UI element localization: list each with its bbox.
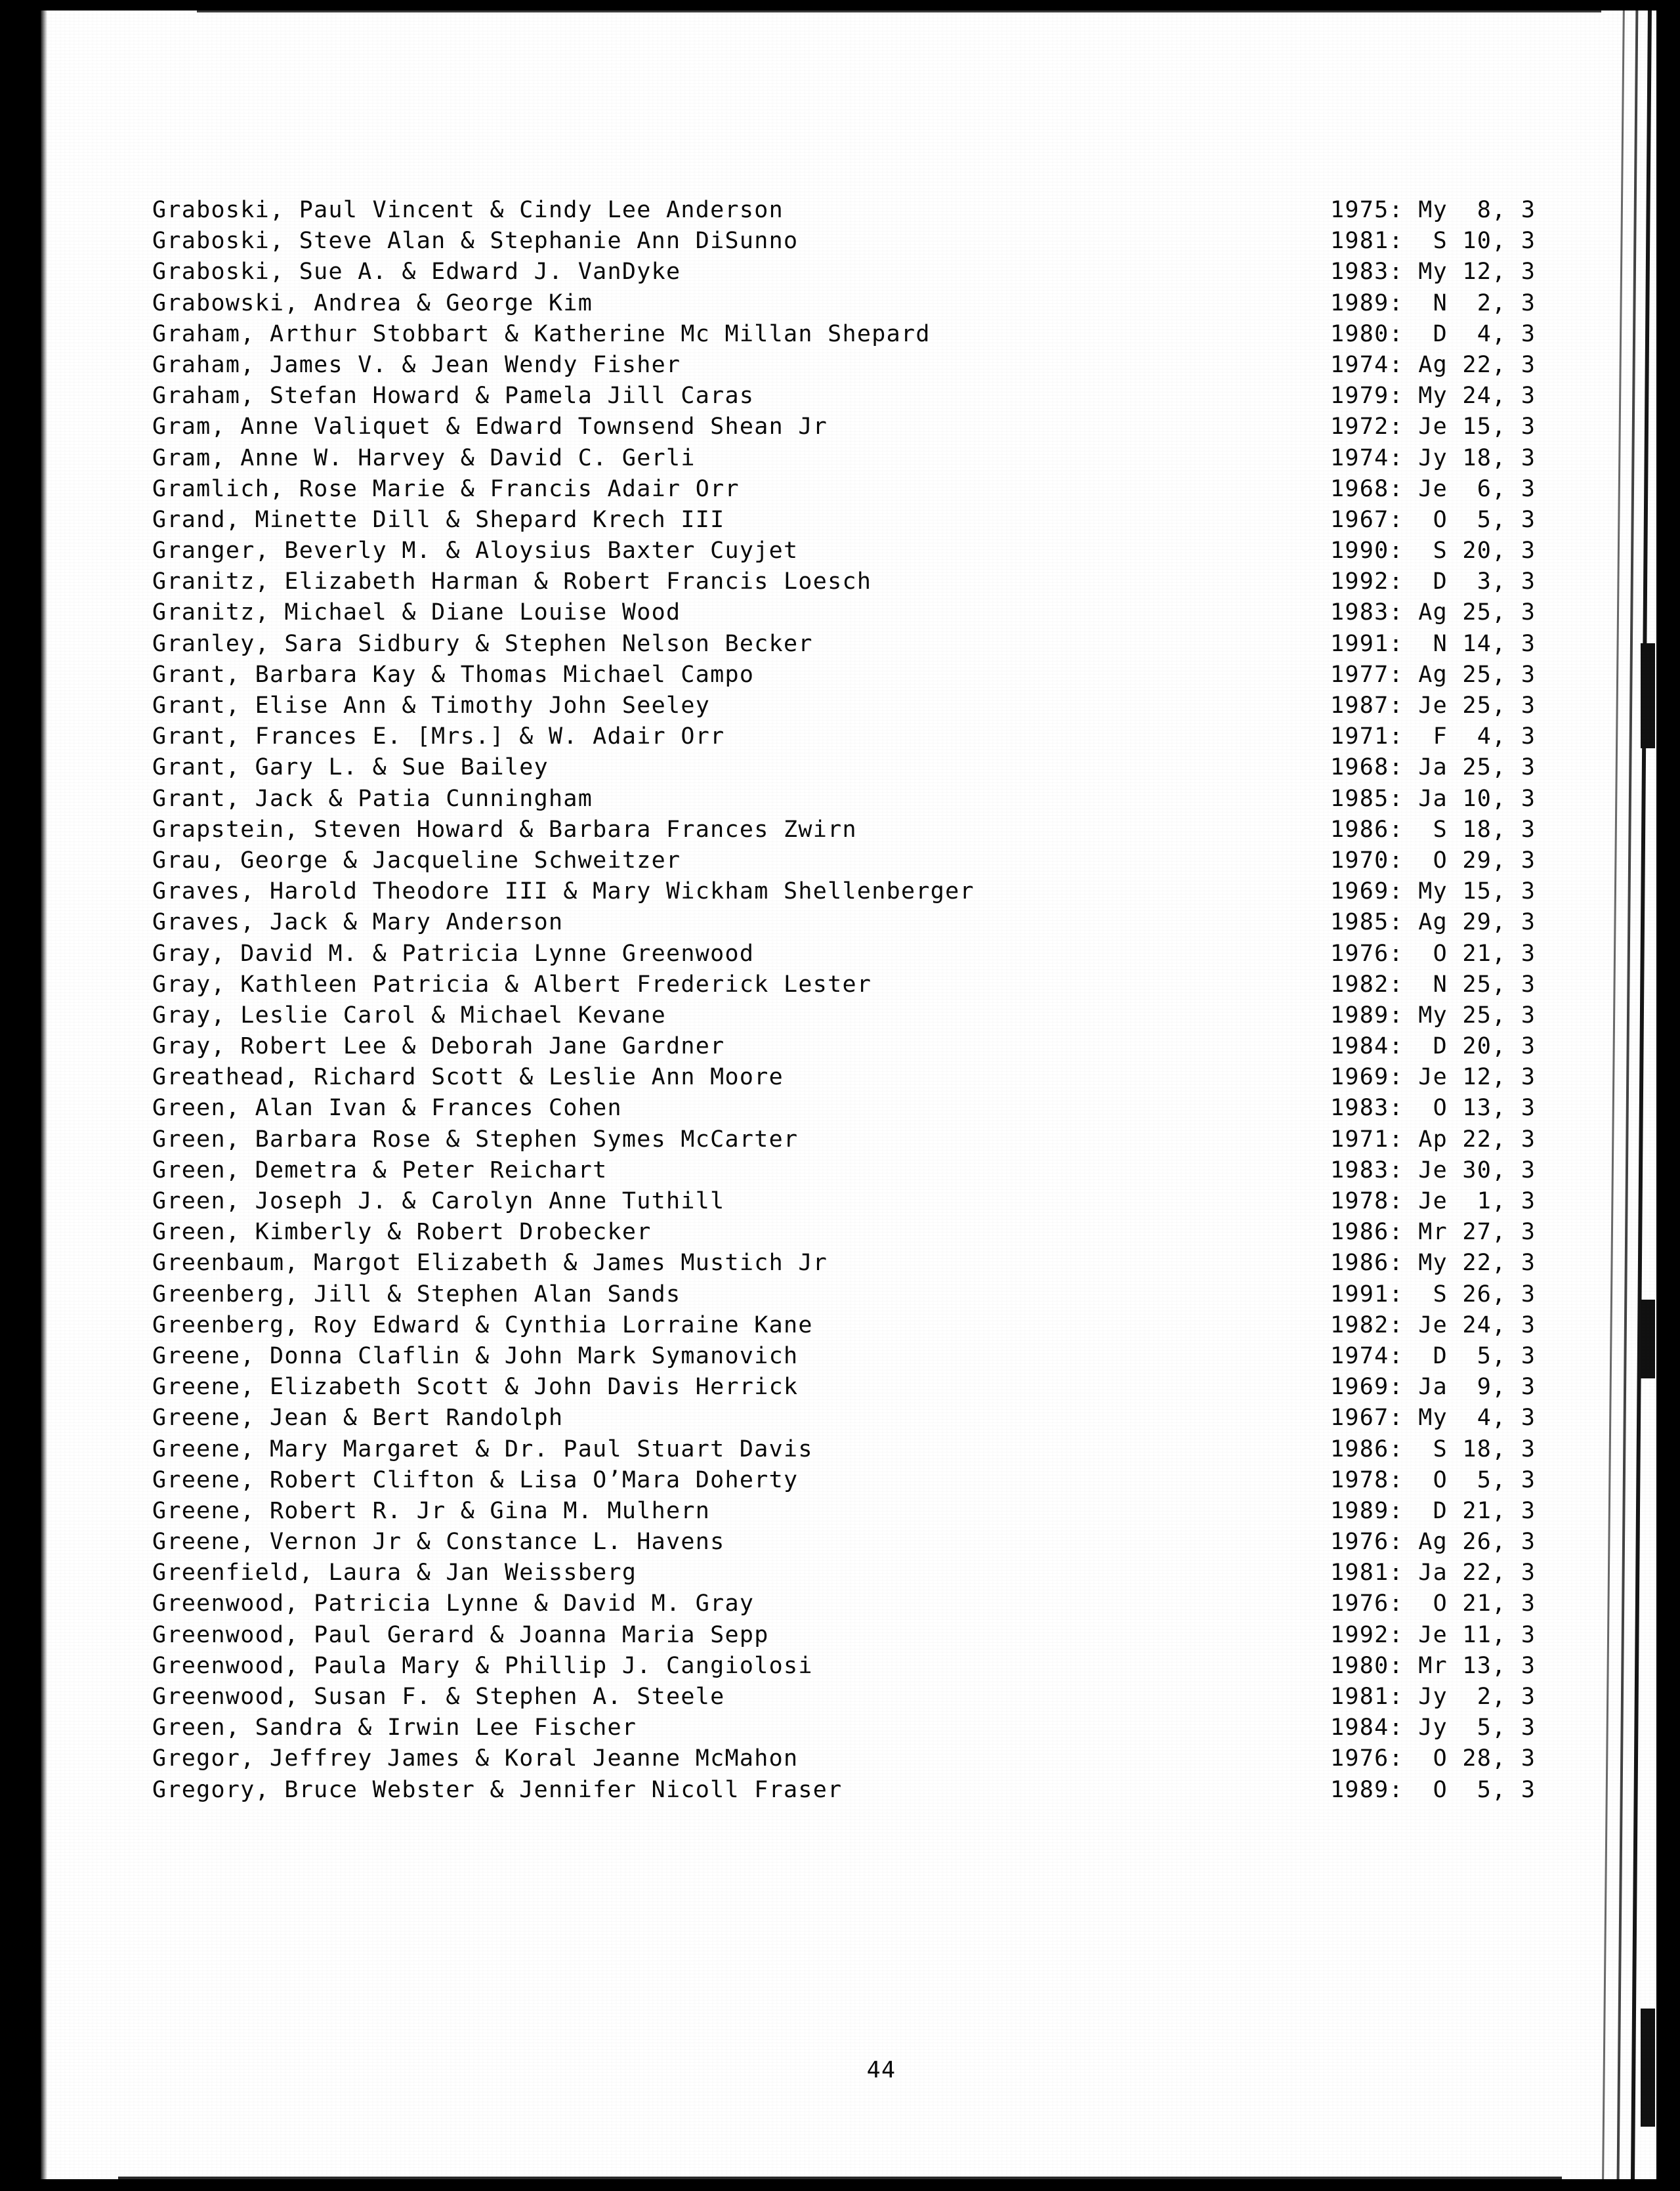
index-entry-row — [152, 1558, 1642, 1588]
entry-date: 1976: Ag 26, 3 — [1330, 1529, 1536, 1556]
entry-names: Greene, Jean & Bert Randolph — [152, 1405, 564, 1432]
scan-border-right — [1656, 0, 1680, 2191]
entry-date: 1985: Ja 10, 3 — [1330, 785, 1536, 812]
entry-date: 1986: S 18, 3 — [1330, 816, 1536, 843]
scan-border-bottom — [0, 2179, 1680, 2191]
index-entry-row — [152, 1403, 1642, 1434]
index-entry-row — [152, 319, 1642, 350]
entry-date: 1991: N 14, 3 — [1330, 630, 1536, 657]
entry-names: Granley, Sara Sidbury & Stephen Nelson Becker — [152, 630, 813, 657]
entry-names: Grant, Barbara Kay & Thomas Michael Campo — [152, 661, 755, 688]
entry-date: 1978: Je 1, 3 — [1330, 1188, 1536, 1214]
entry-date: 1981: S 10, 3 — [1330, 228, 1536, 255]
entry-names: Green, Joseph J. & Carolyn Anne Tuthill — [152, 1188, 725, 1214]
index-entry-row — [152, 1651, 1642, 1682]
entry-date: 1974: D 5, 3 — [1330, 1342, 1536, 1369]
entry-names: Gram, Anne Valiquet & Edward Townsend Shean Jr — [152, 414, 828, 440]
index-entry-row — [152, 1093, 1642, 1124]
entry-names: Graham, James V. & Jean Wendy Fisher — [152, 351, 681, 378]
entry-date: 1992: Je 11, 3 — [1330, 1621, 1536, 1648]
scan-blot-middle — [1641, 1300, 1655, 1378]
entry-date: 1980: D 4, 3 — [1330, 320, 1536, 347]
index-entry-row — [152, 381, 1642, 412]
entry-date: 1969: My 15, 3 — [1330, 878, 1536, 905]
index-entry-row — [152, 815, 1642, 845]
entry-date: 1991: S 26, 3 — [1330, 1281, 1536, 1308]
entry-date: 1975: My 8, 3 — [1330, 197, 1536, 223]
entry-date: 1987: Je 25, 3 — [1330, 692, 1536, 719]
entry-date: 1967: O 5, 3 — [1330, 506, 1536, 533]
entry-date: 1974: Ag 22, 3 — [1330, 351, 1536, 378]
entry-names: Greene, Robert R. Jr & Gina M. Mulhern — [152, 1497, 711, 1524]
entry-names: Greenbaum, Margot Elizabeth & James Mustich Jr — [152, 1250, 828, 1277]
index-entry-row — [152, 1248, 1642, 1279]
index-entry-row — [152, 597, 1642, 628]
entry-names: Gray, Kathleen Patricia & Albert Frederick Lester — [152, 971, 872, 998]
entry-date: 1981: Jy 2, 3 — [1330, 1684, 1536, 1710]
index-entry-row — [152, 660, 1642, 691]
entry-names: Graham, Arthur Stobbart & Katherine Mc Millan Shepard — [152, 320, 931, 347]
entry-date: 1980: Mr 13, 3 — [1330, 1652, 1536, 1679]
entry-date: 1971: F 4, 3 — [1330, 723, 1536, 750]
index-entry-row — [152, 1588, 1642, 1619]
entry-date: 1969: Je 12, 3 — [1330, 1064, 1536, 1091]
entry-date: 1972: Je 15, 3 — [1330, 414, 1536, 440]
index-entry-row — [152, 1310, 1642, 1341]
entry-names: Gram, Anne W. Harvey & David C. Gerli — [152, 444, 696, 471]
index-entry-row — [152, 1217, 1642, 1248]
scan-border-left — [0, 0, 41, 2191]
entry-date: 1976: O 28, 3 — [1330, 1745, 1536, 1772]
entry-date: 1985: Ag 29, 3 — [1330, 909, 1536, 936]
entry-date: 1982: Je 24, 3 — [1330, 1311, 1536, 1338]
entry-names: Gregor, Jeffrey James & Koral Jeanne McMahon — [152, 1745, 799, 1772]
index-entry-row — [152, 536, 1642, 566]
index-entry-row — [152, 1743, 1642, 1774]
index-entry-row — [152, 505, 1642, 536]
index-entry-row — [152, 226, 1642, 257]
entry-names: Grant, Frances E. [Mrs.] & W. Adair Orr — [152, 723, 725, 750]
entry-names: Green, Barbara Rose & Stephen Symes McCarter — [152, 1126, 799, 1153]
entry-date: 1968: Ja 25, 3 — [1330, 754, 1536, 781]
entry-date: 1976: O 21, 3 — [1330, 940, 1536, 967]
page-sheet — [47, 12, 1656, 2179]
entry-date: 1983: Ag 25, 3 — [1330, 599, 1536, 626]
entry-date: 1979: My 24, 3 — [1330, 383, 1536, 410]
entry-names: Greene, Vernon Jr & Constance L. Havens — [152, 1529, 725, 1556]
entry-date: 1974: Jy 18, 3 — [1330, 444, 1536, 471]
entry-names: Greene, Robert Clifton & Lisa O’Mara Doherty — [152, 1466, 799, 1493]
scan-border-left-fade — [41, 0, 47, 2191]
entry-names: Gray, David M. & Patricia Lynne Greenwood — [152, 940, 755, 967]
entry-date: 1967: My 4, 3 — [1330, 1405, 1536, 1432]
index-entry-row — [152, 443, 1642, 474]
entry-names: Greenberg, Jill & Stephen Alan Sands — [152, 1281, 681, 1308]
index-entry-row — [152, 784, 1642, 815]
entry-names: Green, Kimberly & Robert Drobecker — [152, 1219, 652, 1246]
entry-names: Graboski, Sue A. & Edward J. VanDyke — [152, 259, 681, 286]
index-entry-row — [152, 350, 1642, 381]
entry-date: 1986: Mr 27, 3 — [1330, 1219, 1536, 1246]
index-entry-row — [152, 876, 1642, 907]
entry-names: Greathead, Richard Scott & Leslie Ann Moore — [152, 1064, 784, 1091]
entry-names: Graves, Harold Theodore III & Mary Wickham Shellenberger — [152, 878, 975, 905]
entry-names: Greenwood, Susan F. & Stephen A. Steele — [152, 1684, 725, 1710]
entry-names: Greene, Mary Margaret & Dr. Paul Stuart Davis — [152, 1436, 813, 1462]
index-entry-row — [152, 691, 1642, 721]
entry-date: 1970: O 29, 3 — [1330, 847, 1536, 874]
entry-names: Grant, Jack & Patia Cunningham — [152, 785, 593, 812]
entry-names: Graboski, Paul Vincent & Cindy Lee Anderson — [152, 197, 784, 223]
entry-names: Graves, Jack & Mary Anderson — [152, 909, 564, 936]
index-entry-row — [152, 1682, 1642, 1712]
page-number: 44 — [866, 2057, 896, 2083]
index-entry-row — [152, 1186, 1642, 1217]
index-entry-row — [152, 1279, 1642, 1310]
scan-border-top-hairline — [197, 11, 1601, 12]
entry-date: 1981: Ja 22, 3 — [1330, 1560, 1536, 1586]
entry-date: 1983: My 12, 3 — [1330, 259, 1536, 286]
index-entry-row — [152, 195, 1642, 226]
entry-names: Greenfield, Laura & Jan Weissberg — [152, 1560, 637, 1586]
entry-date: 1989: D 21, 3 — [1330, 1497, 1536, 1524]
index-entry-row — [152, 1496, 1642, 1527]
index-entry-row — [152, 1155, 1642, 1186]
marriage-index-entry-list — [152, 195, 1642, 1806]
entry-names: Greenwood, Paul Gerard & Joanna Maria Sepp — [152, 1621, 769, 1648]
entry-names: Green, Demetra & Peter Reichart — [152, 1157, 608, 1183]
entry-date: 1983: Je 30, 3 — [1330, 1157, 1536, 1183]
index-entry-row — [152, 1000, 1642, 1031]
index-entry-row — [152, 721, 1642, 752]
entry-names: Graboski, Steve Alan & Stephanie Ann DiSunno — [152, 228, 799, 255]
entry-date: 1989: N 2, 3 — [1330, 289, 1536, 316]
index-entry-row — [152, 629, 1642, 660]
index-entry-row — [152, 1620, 1642, 1651]
index-entry-row — [152, 566, 1642, 597]
entry-date: 1983: O 13, 3 — [1330, 1095, 1536, 1122]
entry-names: Grau, George & Jacqueline Schweitzer — [152, 847, 681, 874]
entry-names: Grapstein, Steven Howard & Barbara Frances Zwirn — [152, 816, 857, 843]
entry-names: Graham, Stefan Howard & Pamela Jill Caras — [152, 383, 755, 410]
entry-date: 1989: O 5, 3 — [1330, 1776, 1536, 1803]
entry-names: Greenwood, Patricia Lynne & David M. Gray — [152, 1590, 755, 1617]
index-entry-row — [152, 1465, 1642, 1496]
entry-names: Greenberg, Roy Edward & Cynthia Lorraine Kane — [152, 1311, 813, 1338]
entry-date: 1969: Ja 9, 3 — [1330, 1374, 1536, 1401]
index-entry-row — [152, 1527, 1642, 1558]
index-entry-row — [152, 257, 1642, 287]
entry-date: 1992: D 3, 3 — [1330, 568, 1536, 595]
entry-names: Gregory, Bruce Webster & Jennifer Nicoll Fraser — [152, 1776, 843, 1803]
entry-names: Granitz, Michael & Diane Louise Wood — [152, 599, 681, 626]
index-entry-row — [152, 1124, 1642, 1155]
entry-date: 1984: Jy 5, 3 — [1330, 1714, 1536, 1741]
entry-names: Gramlich, Rose Marie & Francis Adair Orr — [152, 475, 740, 502]
entry-date: 1986: My 22, 3 — [1330, 1250, 1536, 1277]
index-entry-row — [152, 1434, 1642, 1465]
index-entry-row — [152, 1062, 1642, 1093]
index-entry-row — [152, 1775, 1642, 1806]
entry-names: Grabowski, Andrea & George Kim — [152, 289, 593, 316]
index-entry-row — [152, 1341, 1642, 1372]
entry-date: 1982: N 25, 3 — [1330, 971, 1536, 998]
scan-border-top — [0, 0, 1680, 11]
entry-names: Grand, Minette Dill & Shepard Krech III — [152, 506, 725, 533]
entry-date: 1984: D 20, 3 — [1330, 1033, 1536, 1060]
entry-date: 1968: Je 6, 3 — [1330, 475, 1536, 502]
entry-names: Green, Alan Ivan & Frances Cohen — [152, 1095, 622, 1122]
entry-names: Grant, Gary L. & Sue Bailey — [152, 754, 549, 781]
entry-names: Gray, Robert Lee & Deborah Jane Gardner — [152, 1033, 725, 1060]
index-entry-row — [152, 1372, 1642, 1403]
index-entry-row — [152, 412, 1642, 442]
entry-date: 1990: S 20, 3 — [1330, 538, 1536, 564]
scan-blot-lower — [1641, 2009, 1655, 2127]
index-entry-row — [152, 939, 1642, 969]
entry-date: 1989: My 25, 3 — [1330, 1002, 1536, 1029]
entry-names: Green, Sandra & Irwin Lee Fischer — [152, 1714, 637, 1741]
entry-names: Granger, Beverly M. & Aloysius Baxter Cuyjet — [152, 538, 799, 564]
index-entry-row — [152, 752, 1642, 783]
entry-date: 1976: O 21, 3 — [1330, 1590, 1536, 1617]
index-entry-row — [152, 845, 1642, 876]
entry-date: 1971: Ap 22, 3 — [1330, 1126, 1536, 1153]
entry-date: 1978: O 5, 3 — [1330, 1466, 1536, 1493]
index-entry-row — [152, 1031, 1642, 1062]
entry-date: 1977: Ag 25, 3 — [1330, 661, 1536, 688]
entry-names: Greene, Elizabeth Scott & John Davis Herrick — [152, 1374, 799, 1401]
index-entry-row — [152, 907, 1642, 938]
entry-names: Granitz, Elizabeth Harman & Robert Francis Loesch — [152, 568, 872, 595]
scan-blot-upper — [1641, 643, 1655, 748]
entry-names: Greene, Donna Claflin & John Mark Symanovich — [152, 1342, 799, 1369]
entry-names: Greenwood, Paula Mary & Phillip J. Cangiolosi — [152, 1652, 813, 1679]
entry-date: 1986: S 18, 3 — [1330, 1436, 1536, 1462]
index-entry-row — [152, 474, 1642, 505]
index-entry-row — [152, 969, 1642, 1000]
entry-names: Gray, Leslie Carol & Michael Kevane — [152, 1002, 667, 1029]
index-entry-row — [152, 1712, 1642, 1743]
entry-names: Grant, Elise Ann & Timothy John Seeley — [152, 692, 711, 719]
index-entry-row — [152, 288, 1642, 319]
